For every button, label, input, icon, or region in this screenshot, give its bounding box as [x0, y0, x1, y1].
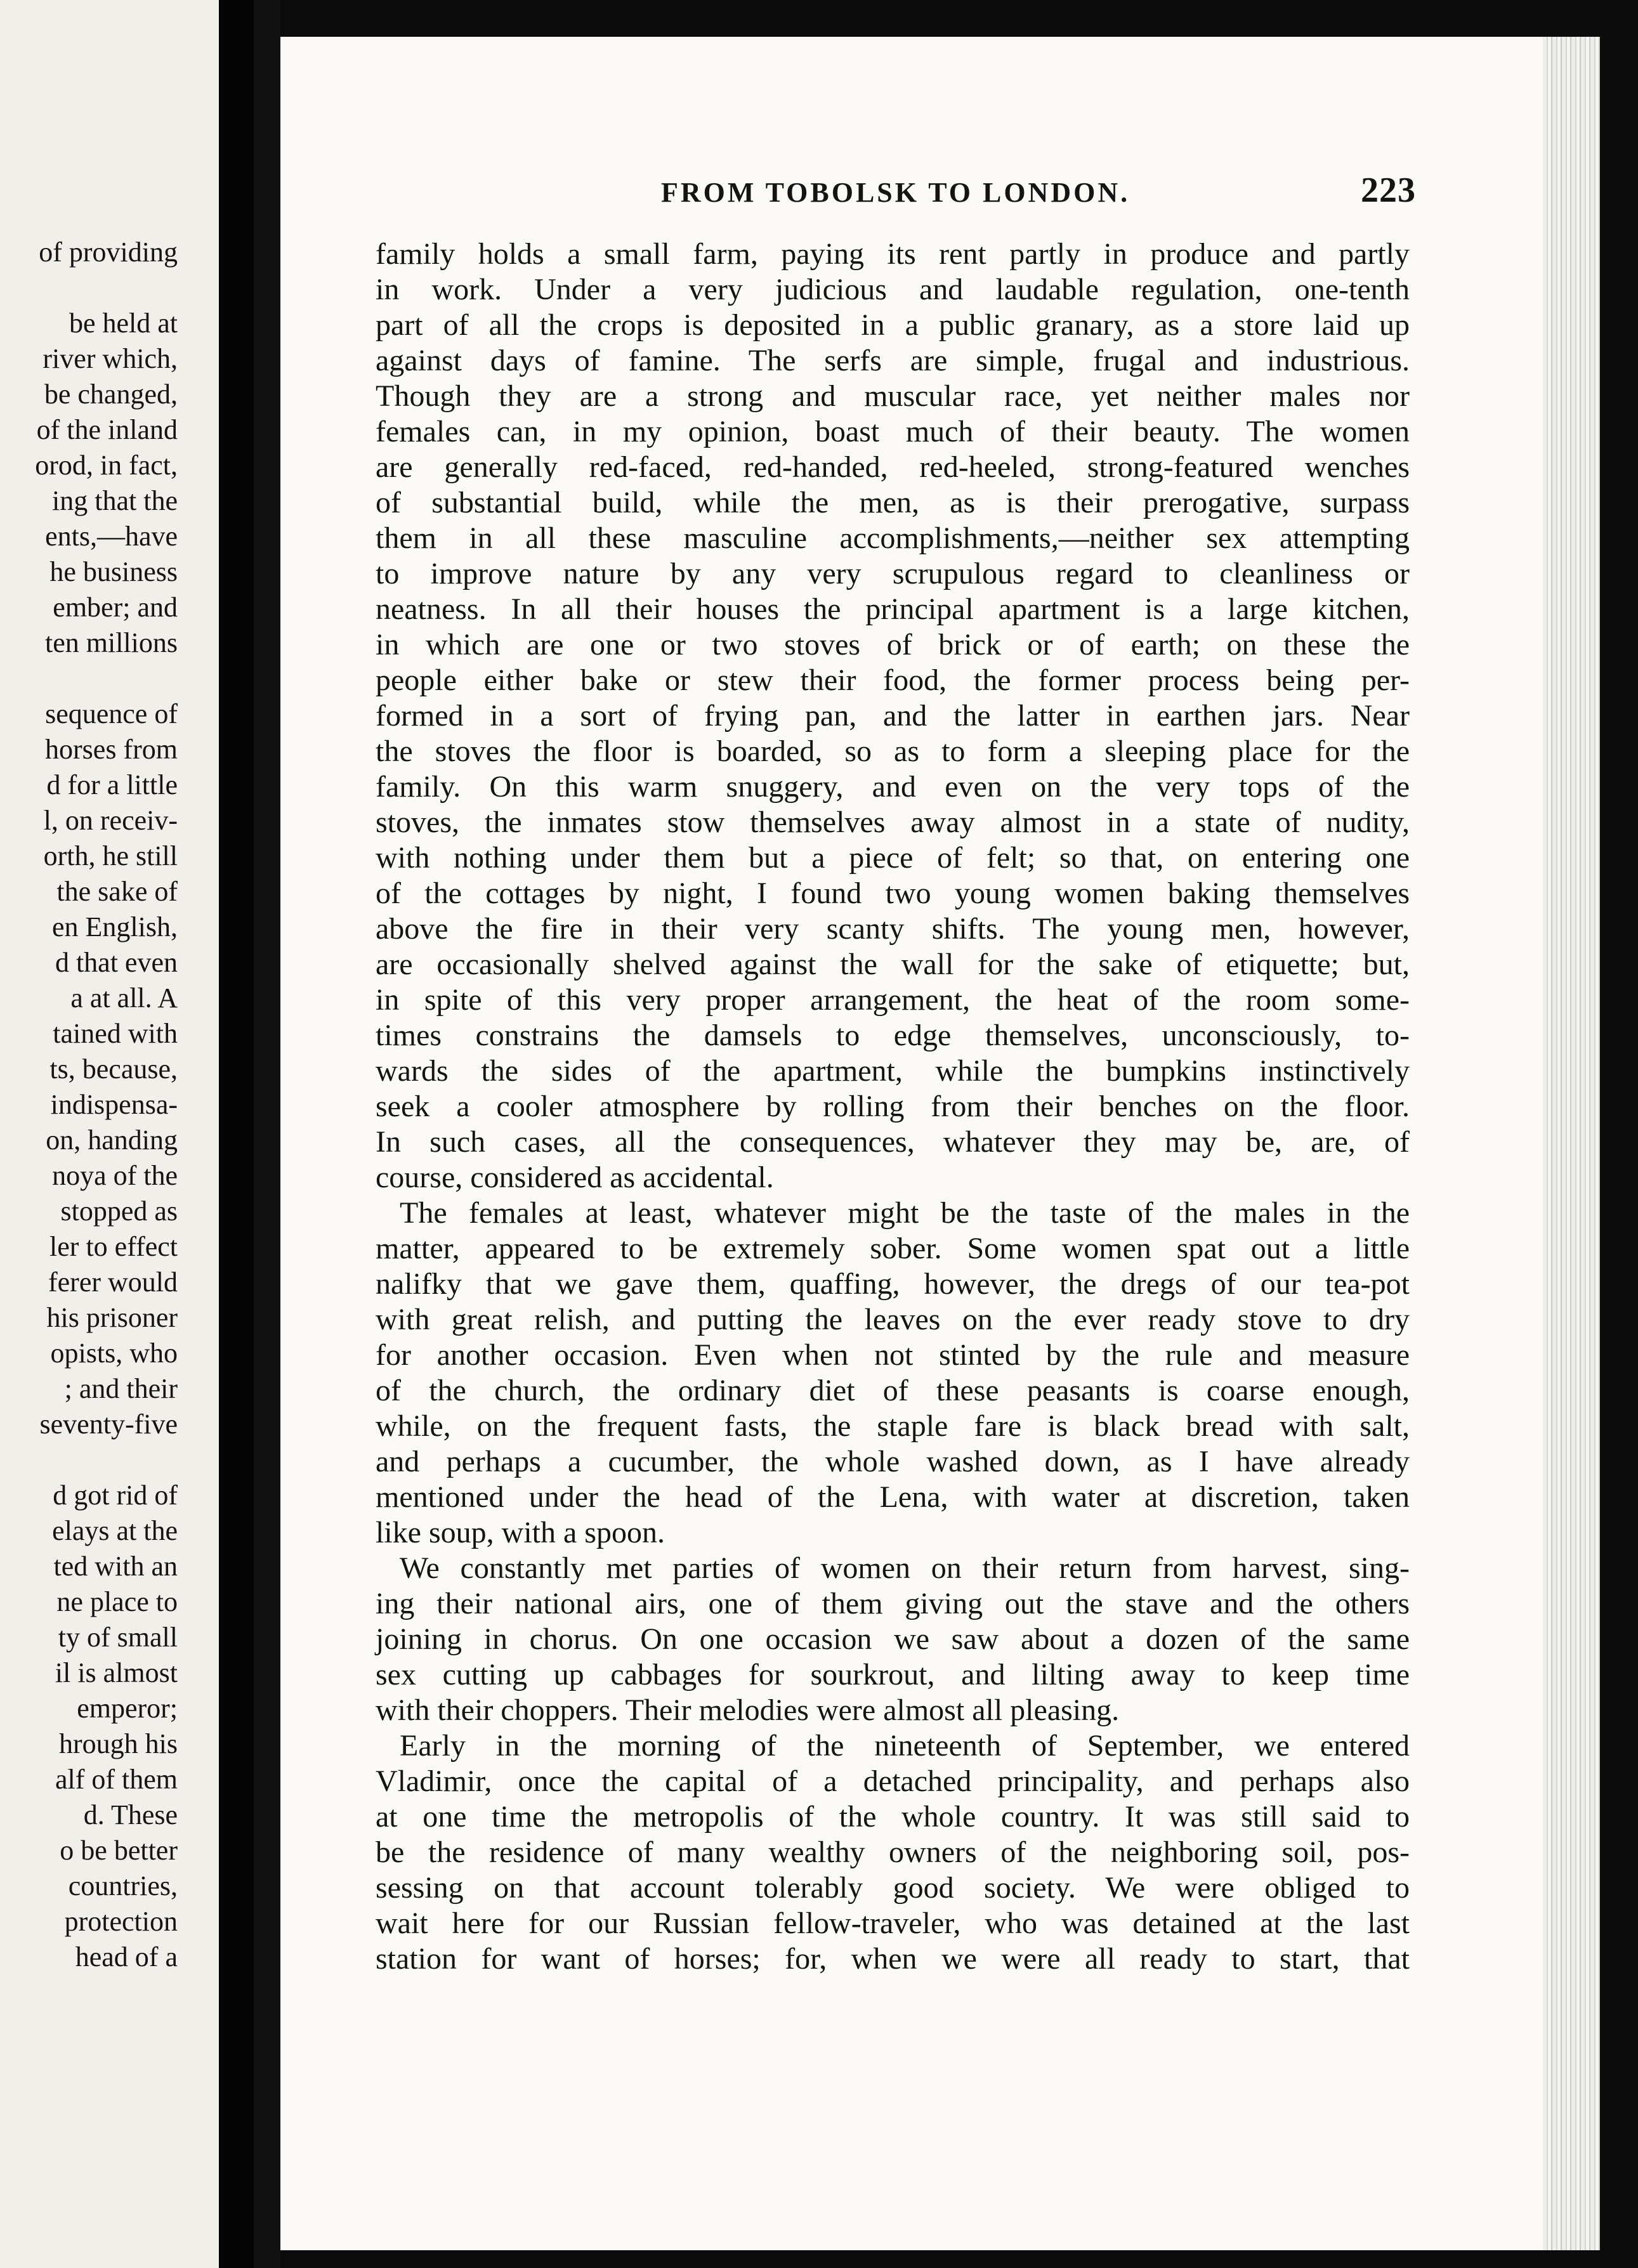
- text-line: while, on the frequent fasts, the staple fare is black bread with salt,: [376, 1409, 1410, 1443]
- facing-line: of the inland: [36, 414, 178, 445]
- facing-line: ten millions: [45, 627, 178, 658]
- text-line: station for want of horses; for, when we were all ready to start, that: [376, 1942, 1410, 1976]
- text-line: Early in the morning of the nineteenth of September, we entered: [400, 1729, 1410, 1763]
- facing-page-text: [0, 235, 178, 1975]
- facing-line: head of a: [75, 1941, 178, 1972]
- text-line: in spite of this very proper arrangement, the heat of the room some-: [376, 983, 1410, 1017]
- text-line: sessing on that account tolerably good society. We were obliged to: [376, 1871, 1410, 1905]
- body-text: [376, 237, 1410, 1977]
- facing-line-gap: [0, 661, 178, 696]
- facing-line: orth, he still: [43, 840, 178, 871]
- text-line: of the cottages by night, I found two young women baking themselves: [376, 877, 1410, 910]
- facing-line: emperor;: [77, 1693, 178, 1724]
- text-line: In such cases, all the consequences, whatever they may be, are, of: [376, 1125, 1410, 1159]
- facing-line: stopped as: [60, 1196, 178, 1227]
- facing-line: seventy-five: [39, 1409, 178, 1440]
- text-line: mentioned under the head of the Lena, with water at discretion, taken: [376, 1480, 1410, 1514]
- facing-line: opists, who: [50, 1338, 178, 1369]
- facing-line: d for a little: [46, 769, 178, 800]
- running-head: [661, 170, 1416, 211]
- text-line: and perhaps a cucumber, the whole washed down, as I have already: [376, 1445, 1410, 1478]
- text-line: like soup, with a spoon.: [376, 1516, 665, 1549]
- text-line: people either bake or stew their food, the former process being per-: [376, 663, 1410, 697]
- text-line: with their choppers. Their melodies were almost all pleasing.: [376, 1693, 1120, 1727]
- facing-line: ferer would: [48, 1267, 178, 1298]
- book-gutter: [219, 0, 254, 2268]
- facing-line: hrough his: [59, 1728, 178, 1759]
- text-line: sex cutting up cabbages for sourkrout, and lilting away to keep time: [376, 1658, 1410, 1691]
- text-line: wait here for our Russian fellow-traveler, who was detained at the last: [376, 1906, 1410, 1940]
- facing-line: ler to effect: [49, 1231, 178, 1262]
- facing-line: sequence of: [45, 698, 178, 729]
- text-line: seek a cooler atmosphere by rolling from their benches on the floor.: [376, 1090, 1410, 1123]
- text-line: neatness. In all their houses the principal apartment is a large kitchen,: [376, 592, 1410, 626]
- facing-line: ember; and: [53, 592, 178, 623]
- facing-line: l, on receiv-: [43, 805, 178, 836]
- facing-line: tained with: [53, 1018, 178, 1049]
- facing-line: en English,: [52, 911, 178, 942]
- text-line: wards the sides of the apartment, while the bumpkins instinctively: [376, 1054, 1410, 1088]
- text-line: The females at least, whatever might be the taste of the males in the: [400, 1196, 1410, 1230]
- running-title: FROM TOBOLSK TO LONDON.: [661, 177, 1130, 208]
- facing-line: alf of them: [55, 1764, 178, 1795]
- text-line: to improve nature by any very scrupulous regard to cleanliness or: [376, 557, 1410, 590]
- facing-line: indispensa-: [50, 1089, 178, 1120]
- facing-line: ted with an: [53, 1551, 178, 1582]
- facing-line: ts, because,: [49, 1053, 178, 1085]
- facing-line: river which,: [43, 343, 178, 374]
- facing-line: ing that the: [52, 485, 178, 516]
- facing-line: be changed,: [44, 379, 178, 410]
- text-line: for another occasion. Even when not stinted by the rule and measure: [376, 1338, 1410, 1372]
- text-line: of substantial build, while the men, as is their prerogative, surpass: [376, 486, 1410, 519]
- facing-line: protection: [64, 1906, 178, 1937]
- facing-line: elays at the: [52, 1515, 178, 1546]
- text-line: of the church, the ordinary diet of these peasants is coarse enough,: [376, 1374, 1410, 1407]
- facing-line: be held at: [69, 308, 178, 339]
- text-line: with great relish, and putting the leaves on the ever ready stove to dry: [376, 1303, 1410, 1336]
- facing-line: il is almost: [55, 1657, 178, 1688]
- text-line: in work. Under a very judicious and laudable regulation, one-tenth: [376, 273, 1410, 306]
- facing-line: d that even: [55, 947, 178, 978]
- text-line: part of all the crops is deposited in a public granary, as a store laid up: [376, 308, 1410, 342]
- book-page: [280, 37, 1600, 2250]
- text-line: times constrains the damsels to edge themselves, unconsciously, to-: [376, 1019, 1410, 1052]
- facing-line: horses from: [45, 734, 178, 765]
- facing-line: d got rid of: [53, 1480, 178, 1511]
- facing-line: ty of small: [58, 1622, 178, 1653]
- facing-line: on, handing: [46, 1124, 178, 1156]
- facing-line: countries,: [68, 1870, 178, 1901]
- text-line: stoves, the inmates stow themselves away almost in a state of nudity,: [376, 805, 1410, 839]
- text-line: with nothing under them but a piece of felt; so that, on entering one: [376, 841, 1410, 875]
- text-line: Vladimir, once the capital of a detached principality, and perhaps also: [376, 1764, 1410, 1798]
- text-line: are occasionally shelved against the wall for the sake of etiquette; but,: [376, 948, 1410, 981]
- text-line: them in all these masculine accomplishments,—neither sex attempting: [376, 521, 1410, 555]
- text-line: nalifky that we gave them, quaffing, however, the dregs of our tea-pot: [376, 1267, 1410, 1301]
- text-line: matter, appeared to be extremely sober. Some women spat out a little: [376, 1232, 1410, 1265]
- facing-page: [0, 0, 219, 2268]
- text-line: be the residence of many wealthy owners of the neighboring soil, pos-: [376, 1835, 1410, 1869]
- text-line: course, considered as accidental.: [376, 1161, 774, 1194]
- page-number: 223: [1361, 171, 1416, 210]
- facing-line: ents,—have: [45, 521, 178, 552]
- facing-line: d. These: [83, 1799, 178, 1830]
- facing-line: the sake of: [56, 876, 178, 907]
- book-gutter-shadow: [254, 0, 280, 2268]
- text-line: above the fire in their very scanty shifts. The young men, however,: [376, 912, 1410, 946]
- facing-line: his prisoner: [46, 1302, 178, 1333]
- text-line: at one time the metropolis of the whole country. It was still said to: [376, 1800, 1410, 1834]
- facing-line: ne place to: [56, 1586, 178, 1617]
- text-line: in which are one or two stoves of brick or of earth; on these the: [376, 628, 1410, 662]
- facing-line-gap: [0, 270, 178, 306]
- facing-line-gap: [0, 1442, 178, 1478]
- facing-line: noya of the: [52, 1160, 178, 1191]
- text-line: females can, in my opinion, boast much of their beauty. The women: [376, 415, 1410, 448]
- text-line: Though they are a strong and muscular race, yet neither males nor: [376, 379, 1410, 413]
- text-line: are generally red-faced, red-handed, red-heeled, strong-featured wenches: [376, 450, 1410, 484]
- facing-line: orod, in fact,: [35, 450, 178, 481]
- facing-line: he business: [49, 556, 178, 587]
- text-line: formed in a sort of frying pan, and the latter in earthen jars. Near: [376, 699, 1410, 733]
- page-edge-stack: [1543, 37, 1600, 2250]
- facing-line: a at all. A: [70, 982, 178, 1013]
- facing-line: o be better: [60, 1835, 178, 1866]
- text-line: family holds a small farm, paying its rent partly in produce and partly: [376, 237, 1410, 271]
- facing-line: ; and their: [64, 1373, 178, 1404]
- text-line: ing their national airs, one of them giving out the stave and the others: [376, 1587, 1410, 1620]
- text-line: the stoves the floor is boarded, so as to form a sleeping place for the: [376, 734, 1410, 768]
- text-line: family. On this warm snuggery, and even on the very tops of the: [376, 770, 1410, 804]
- text-line: We constantly met parties of women on their return from harvest, sing-: [400, 1551, 1410, 1585]
- text-line: joining in chorus. On one occasion we saw about a dozen of the same: [376, 1622, 1410, 1656]
- text-line: against days of famine. The serfs are simple, frugal and industrious.: [376, 344, 1410, 377]
- facing-line: of providing: [39, 237, 178, 268]
